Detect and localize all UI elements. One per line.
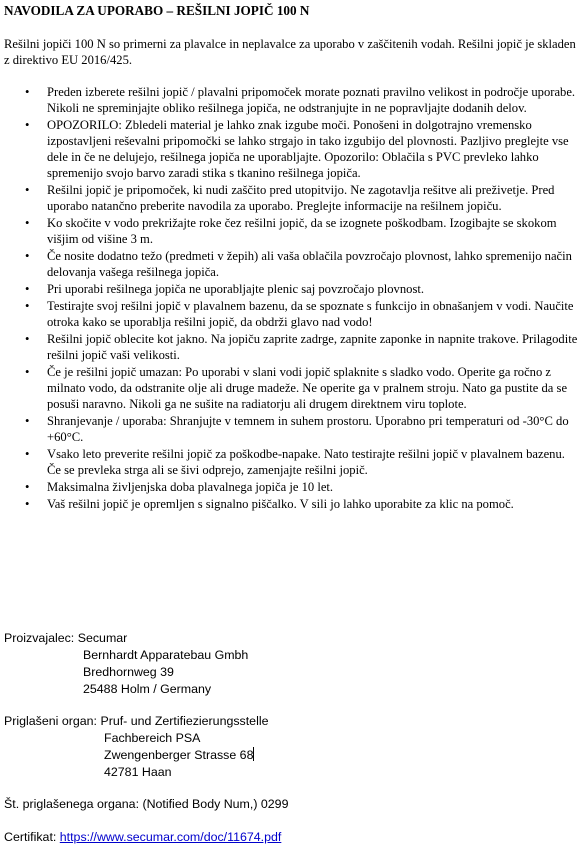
list-item: • Maksimalna življenjska doba plavalnega jopiča je 10 let.	[25, 480, 334, 494]
list-item: • Shranjevanje / uporaba: Shranjujte v temnem in suhem prostoru. Uporabno pri temperaturi od -30°C do +60°C.	[25, 414, 569, 444]
list-item: • Rešilni jopič je pripomoček, ki nudi zaščito pred utopitvijo. Ne zagotavlja rešitve ali preživetje. Pred uporabo natančno preberite navodila za uporabo. Preglejte informacije na rešilnem jopiču.	[25, 183, 555, 213]
list-item: • Če nosite dodatno težo (predmeti v žepih) ali vaša oblačila povzročajo plovnost, lahko spremenijo način delovanja vašega rešilnega jopiča.	[25, 249, 572, 279]
list-item: • Ko skočite v vodo prekrižajte roke čez rešilni jopič, da se izognete poškodbam. Izogibajte se skokom višjim od višine 3 m.	[25, 216, 557, 246]
list-item: • Vsako leto preverite rešilni jopič za poškodbe-napake. Nato testirajte rešilni jopič v plavalnem bazenu. Če se prevleka strga ali se šivi odprejo, zamenjajte rešilni jopič.	[25, 447, 565, 477]
bullet-icon: •	[25, 332, 30, 346]
bullet-icon: •	[25, 85, 30, 99]
bullet-icon: •	[25, 183, 30, 197]
manufacturer-block	[4, 630, 248, 698]
bullet-icon: •	[25, 365, 30, 379]
notified-body-name: Pruf- und Zertifiezierungsstelle	[100, 714, 269, 728]
notified-body-number: Št. priglašenega organa: (Notified Body Num,) 0299	[4, 797, 289, 811]
list-item: • Če je rešilni jopič umazan: Po uporabi v slani vodi jopič splaknite s sladko vodo. Operite ga ročno z milnato vodo, da odstranite olje ali druge madeže. Ne operite ga v pralnem stroju. Nato ga pustite da se posuši naravno. Nikoli ga ne sušite na radiatorju ali drugem direktnem viru toplote.	[25, 365, 568, 411]
list-item: • Testirajte svoj rešilni jopič v plavalnem bazenu, da se spoznate s funkcijo in obnašanjem v vodi. Naučite otroka kako se uporablja rešilni jopič, da obdrži glavo nad vodo!	[25, 299, 574, 329]
certificate-line	[4, 829, 281, 845]
bullet-icon: •	[25, 118, 30, 132]
bullet-icon: •	[25, 216, 30, 230]
text-cursor	[253, 747, 254, 761]
bullet-icon: •	[25, 249, 30, 263]
manufacturer-line: Bernhardt Apparatebau Gmbh	[83, 648, 249, 662]
list-item: • Pri uporabi rešilnega jopiča ne uporabljajte plenic saj povzročajo plovnost.	[25, 282, 425, 296]
manufacturer-line: Bredhornweg 39	[83, 665, 174, 679]
notified-body-line: Fachbereich PSA	[104, 731, 201, 745]
bullet-icon: •	[25, 447, 30, 461]
intro-paragraph: Rešilni jopiči 100 N so primerni za plavalce in neplavalce za uporabo v zaščitenih vodah. Rešilni jopič je skladen z direktivo EU 2016/425.	[4, 37, 576, 67]
certificate-link[interactable]: https://www.secumar.com/doc/11674.pdf	[59, 830, 282, 844]
notified-body-label: Priglašeni organ:	[4, 714, 97, 728]
notified-body-block	[4, 713, 268, 781]
bullet-icon: •	[25, 282, 30, 296]
manufacturer-label: Proizvajalec:	[4, 631, 75, 645]
bullet-icon: •	[25, 480, 30, 494]
instructions-list	[4, 84, 582, 513]
manufacturer-name: Secumar	[77, 631, 128, 645]
list-item: • OPOZORILO: Zbledeli material je lahko znak izgube moči. Ponošeni in dolgotrajno vremensko izpostavljeni reševalni pripomočki se lahko strgajo in tako izgubijo del plovnosti. Pazljivo preglejte vse dele in če ne delujejo, rešilnega jopiča ne uporabljajte. Opozorilo: Oblačila s PVC prevleko lahko spremenijo svojo barvo zaradi stika s tkanino rešilnega jopiča.	[25, 118, 569, 180]
list-item: • Rešilni jopič oblecite kot jakno. Na jopiču zaprite zadrge, zapnite zaponke in napnite trakove. Prilagodite rešilni jopič vaši velikosti.	[25, 332, 578, 362]
notified-body-line: Zwengenberger Strasse 68	[104, 748, 254, 762]
list-item: • Preden izberete rešilni jopič / plavalni pripomoček morate poznati pravilno velikost in področje uporabe. Nikoli ne spreminjajte obliko rešilnega jopiča, ne odstranjujte in ne popravljajte dodanih delov.	[25, 85, 576, 115]
bullet-icon: •	[25, 414, 30, 428]
bullet-icon: •	[25, 299, 30, 313]
certificate-label: Certifikat:	[4, 830, 57, 844]
document-title: NAVODILA ZA UPORABO – REŠILNI JOPIČ 100 N	[4, 3, 310, 18]
bullet-icon: •	[25, 497, 30, 511]
notified-body-line: 42781 Haan	[104, 765, 172, 779]
list-item: • Vaš rešilni jopič je opremljen s signalno piščalko. V sili jo lahko uporabite za klic na pomoč.	[25, 497, 514, 511]
manufacturer-line: 25488 Holm / Germany	[83, 682, 212, 696]
